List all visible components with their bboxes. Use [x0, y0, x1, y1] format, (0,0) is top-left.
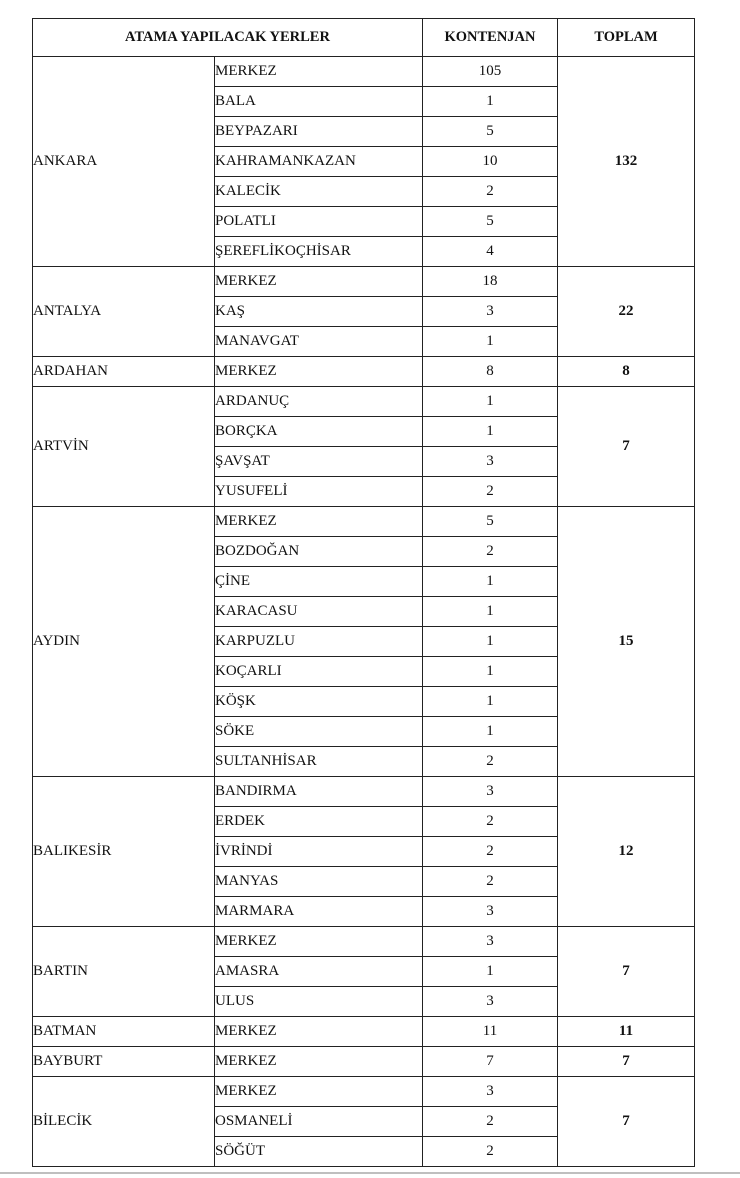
- province-cell: BİLECİK: [33, 1077, 215, 1167]
- quota-cell: 3: [423, 987, 558, 1017]
- header-quota: KONTENJAN: [423, 19, 558, 57]
- district-cell: MERKEZ: [215, 927, 423, 957]
- table-row: [33, 357, 695, 387]
- district-cell: KALECİK: [215, 177, 423, 207]
- table-row: [33, 57, 695, 87]
- district-cell: OSMANELİ: [215, 1107, 423, 1137]
- district-cell: POLATLI: [215, 207, 423, 237]
- district-cell: BANDIRMA: [215, 777, 423, 807]
- table-row: [33, 267, 695, 297]
- quota-cell: 1: [423, 417, 558, 447]
- quota-cell: 1: [423, 687, 558, 717]
- district-cell: ŞAVŞAT: [215, 447, 423, 477]
- district-cell: KARPUZLU: [215, 627, 423, 657]
- quota-cell: 1: [423, 627, 558, 657]
- quota-cell: 1: [423, 597, 558, 627]
- district-cell: KARACASU: [215, 597, 423, 627]
- quota-cell: 1: [423, 957, 558, 987]
- district-cell: SÖKE: [215, 717, 423, 747]
- table-row: [33, 507, 695, 537]
- quota-cell: 4: [423, 237, 558, 267]
- district-cell: ÇİNE: [215, 567, 423, 597]
- district-cell: AMASRA: [215, 957, 423, 987]
- table-row: [33, 777, 695, 807]
- district-cell: SULTANHİSAR: [215, 747, 423, 777]
- table-body: [33, 57, 695, 1167]
- header-total: TOPLAM: [558, 19, 695, 57]
- district-cell: MERKEZ: [215, 1047, 423, 1077]
- quota-cell: 2: [423, 1107, 558, 1137]
- table-row: [33, 927, 695, 957]
- total-cell: 22: [558, 267, 695, 357]
- district-cell: KAHRAMANKAZAN: [215, 147, 423, 177]
- quota-cell: 18: [423, 267, 558, 297]
- total-cell: 7: [558, 1047, 695, 1077]
- total-cell: 15: [558, 507, 695, 777]
- quota-cell: 11: [423, 1017, 558, 1047]
- district-cell: MERKEZ: [215, 507, 423, 537]
- quota-cell: 105: [423, 57, 558, 87]
- quota-cell: 3: [423, 777, 558, 807]
- quota-cell: 2: [423, 867, 558, 897]
- district-cell: MERKEZ: [215, 357, 423, 387]
- total-cell: 7: [558, 387, 695, 507]
- district-cell: ULUS: [215, 987, 423, 1017]
- district-cell: MANAVGAT: [215, 327, 423, 357]
- quota-table: [32, 18, 695, 1167]
- quota-cell: 1: [423, 387, 558, 417]
- district-cell: ERDEK: [215, 807, 423, 837]
- total-cell: 7: [558, 1077, 695, 1167]
- quota-cell: 2: [423, 477, 558, 507]
- header-places: ATAMA YAPILACAK YERLER: [33, 19, 423, 57]
- quota-cell: 3: [423, 927, 558, 957]
- total-cell: 12: [558, 777, 695, 927]
- total-cell: 132: [558, 57, 695, 267]
- district-cell: MERKEZ: [215, 57, 423, 87]
- province-cell: BALIKESİR: [33, 777, 215, 927]
- quota-cell: 3: [423, 447, 558, 477]
- quota-cell: 3: [423, 297, 558, 327]
- header-row: [33, 19, 695, 57]
- district-cell: YUSUFELİ: [215, 477, 423, 507]
- table-row: [33, 1017, 695, 1047]
- district-cell: MANYAS: [215, 867, 423, 897]
- quota-cell: 7: [423, 1047, 558, 1077]
- quota-cell: 2: [423, 807, 558, 837]
- page-bottom-divider: [0, 1172, 740, 1174]
- quota-cell: 8: [423, 357, 558, 387]
- quota-cell: 1: [423, 657, 558, 687]
- district-cell: İVRİNDİ: [215, 837, 423, 867]
- province-cell: ANTALYA: [33, 267, 215, 357]
- quota-cell: 3: [423, 1077, 558, 1107]
- district-cell: ARDANUÇ: [215, 387, 423, 417]
- district-cell: BEYPAZARI: [215, 117, 423, 147]
- province-cell: BAYBURT: [33, 1047, 215, 1077]
- province-cell: ARTVİN: [33, 387, 215, 507]
- province-cell: ANKARA: [33, 57, 215, 267]
- quota-cell: 5: [423, 207, 558, 237]
- table-row: [33, 387, 695, 417]
- province-cell: AYDIN: [33, 507, 215, 777]
- quota-cell: 1: [423, 87, 558, 117]
- district-cell: ŞEREFLİKOÇHİSAR: [215, 237, 423, 267]
- quota-cell: 5: [423, 507, 558, 537]
- quota-cell: 2: [423, 177, 558, 207]
- total-cell: 7: [558, 927, 695, 1017]
- district-cell: BORÇKA: [215, 417, 423, 447]
- district-cell: BOZDOĞAN: [215, 537, 423, 567]
- total-cell: 11: [558, 1017, 695, 1047]
- quota-cell: 2: [423, 537, 558, 567]
- table-row: [33, 1077, 695, 1107]
- quota-cell: 10: [423, 147, 558, 177]
- quota-cell: 2: [423, 1137, 558, 1167]
- quota-cell: 1: [423, 567, 558, 597]
- quota-cell: 2: [423, 837, 558, 867]
- district-cell: MERKEZ: [215, 267, 423, 297]
- province-cell: BARTIN: [33, 927, 215, 1017]
- quota-cell: 1: [423, 717, 558, 747]
- province-cell: BATMAN: [33, 1017, 215, 1047]
- province-cell: ARDAHAN: [33, 357, 215, 387]
- district-cell: SÖĞÜT: [215, 1137, 423, 1167]
- quota-cell: 1: [423, 327, 558, 357]
- district-cell: MERKEZ: [215, 1077, 423, 1107]
- quota-cell: 2: [423, 747, 558, 777]
- district-cell: MARMARA: [215, 897, 423, 927]
- quota-cell: 3: [423, 897, 558, 927]
- total-cell: 8: [558, 357, 695, 387]
- district-cell: KAŞ: [215, 297, 423, 327]
- table-row: [33, 1047, 695, 1077]
- district-cell: MERKEZ: [215, 1017, 423, 1047]
- district-cell: KOÇARLI: [215, 657, 423, 687]
- district-cell: BALA: [215, 87, 423, 117]
- district-cell: KÖŞK: [215, 687, 423, 717]
- quota-cell: 5: [423, 117, 558, 147]
